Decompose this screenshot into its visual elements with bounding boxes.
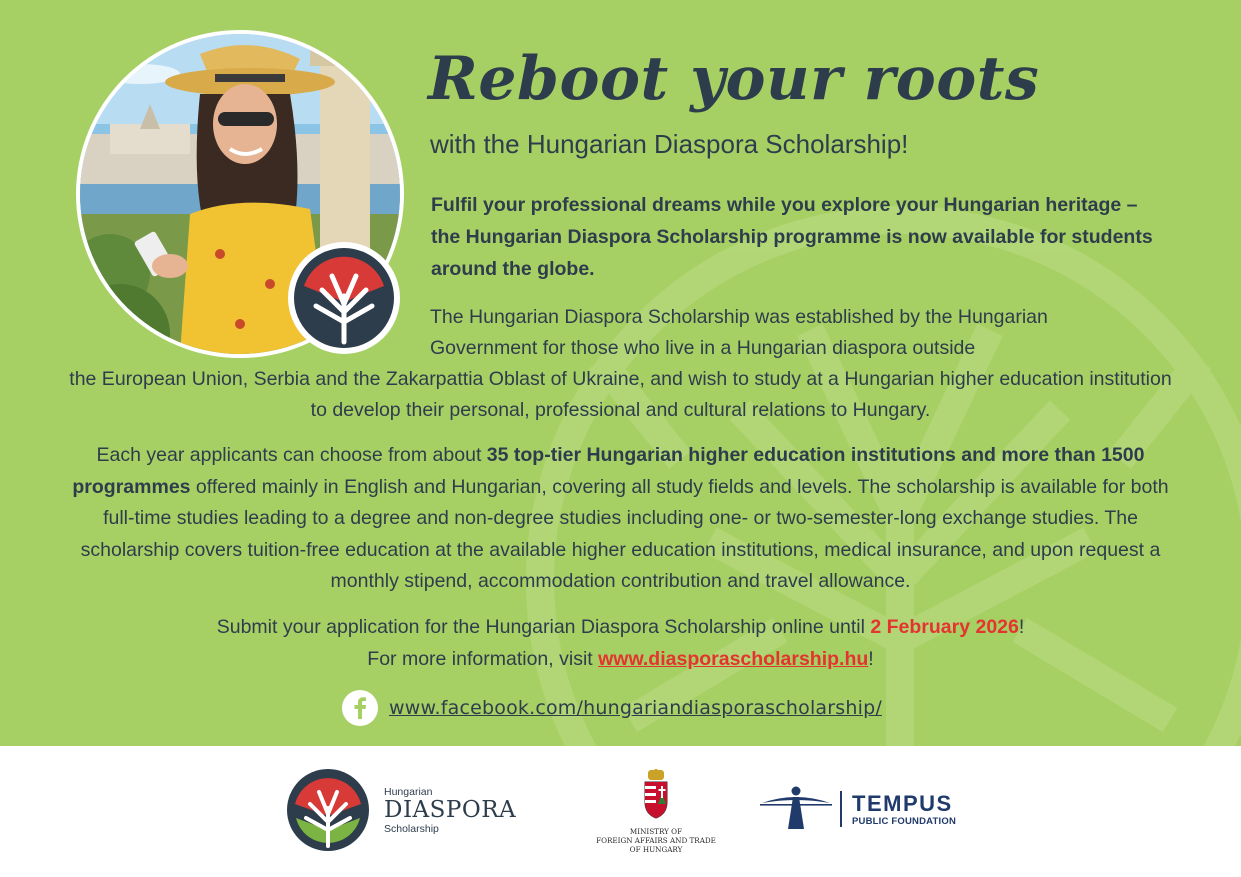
hds-logo-main: DIASPORA — [384, 796, 517, 823]
lead-paragraph: Fulfil your professional dreams while you explore your Hungarian heritage – the Hungarian Diaspora Scholarship programme is now available for students around the globe. — [431, 194, 1153, 280]
programme-intro-text: Each year applicants can choose from about — [96, 444, 487, 466]
call-to-action — [60, 611, 1181, 675]
tempus-public-foundation-logo — [760, 784, 956, 834]
facebook-icon[interactable] — [342, 690, 378, 726]
intro-paragraph-part2: the European Union, Serbia and the Zakarpattia Oblast of Ukraine, and wish to study at a Hungarian higher education institution to develop their personal, professional and cultural relations to Hungary. — [69, 368, 1172, 421]
programme-rest-text: offered mainly in English and Hungarian, covering all study fields and levels. The scholarship is available for both full-time studies leading to a degree and non-degree studies including one- or two-semester-long exchange studies. The scholarship covers tuition-free education at the available higher education institutions, medical insurance, and upon request a monthly stipend, accommodation contribution and travel allowance. — [80, 475, 1169, 592]
deadline-prefix: Submit your application for the Hungarian Diaspora Scholarship online until — [216, 616, 871, 638]
info-prefix: For more information, visit — [367, 648, 599, 670]
facebook-link-row[interactable] — [342, 690, 882, 726]
hds-logo-bottom: Scholarship — [384, 822, 439, 835]
deadline-date: 2 February 2026 — [870, 616, 1019, 638]
tempus-figure-icon — [760, 785, 832, 833]
tempus-logo-main: TEMPUS — [852, 790, 953, 816]
intro-paragraph-part1: The Hungarian Diaspora Scholarship was established by the Hungarian Government for those who live in a Hungarian diaspora outside — [430, 306, 1048, 359]
website-link[interactable]: www.diasporascholarship.hu — [598, 648, 869, 670]
diaspora-tree-logo-badge — [288, 242, 400, 354]
info-suffix: ! — [868, 648, 874, 670]
programme-paragraph — [58, 440, 1183, 598]
hungarian-coat-of-arms-icon — [642, 768, 670, 820]
tempus-divider — [840, 791, 842, 827]
facebook-url-link[interactable]: www.facebook.com/hungariandiasporascholarship/ — [389, 697, 882, 719]
hungarian-diaspora-scholarship-logo — [286, 768, 516, 852]
page-title: Reboot your roots — [428, 44, 1040, 114]
tempus-logo-text — [852, 792, 956, 827]
page-subtitle: with the Hungarian Diaspora Scholarship! — [430, 129, 909, 159]
tempus-logo-sub: PUBLIC FOUNDATION — [852, 815, 957, 827]
programme-highlight-text: 35 top-tier Hungarian higher education institutions and more than 1500 programmes — [72, 444, 1145, 498]
diaspora-tree-icon — [286, 768, 370, 852]
hds-logo-text — [384, 786, 516, 835]
hds-logo-top: Hungarian — [384, 785, 433, 798]
ministry-name: MINISTRY OF FOREIGN AFFAIRS AND TRADE OF HUNGARY — [596, 827, 716, 854]
deadline-suffix: ! — [1018, 616, 1025, 638]
ministry-logo — [592, 768, 720, 854]
